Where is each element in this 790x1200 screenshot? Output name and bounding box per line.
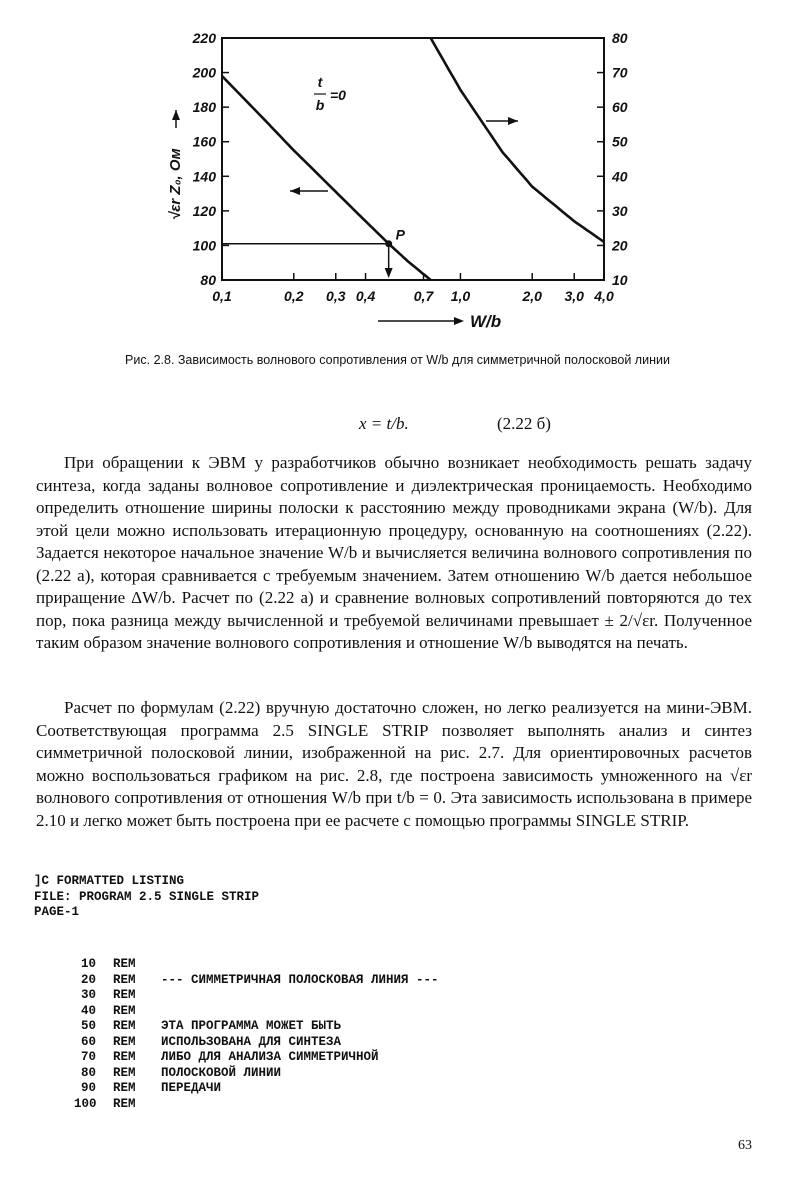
program-listing — [34, 874, 439, 1111]
curve-label-denominator: b — [315, 97, 325, 113]
rem-keyword: REM — [113, 1081, 136, 1095]
left-tick-label: 100 — [192, 237, 216, 254]
x-tick-label: 0,7 — [413, 288, 434, 304]
paragraph-synthesis: При обращении к ЭВМ у разработчиков обычно возникает необходимость решать задачу синтеза, когда заданы волновое сопротивление и диэлектрическая проницаемость. Необходимо определить отношение ширины полоски к расстоянию между проводниками экрана (W/b). Для этой цели можно использовать итерационную процедуру, основанную на соотношениях (2.22). Задается некоторое начальное значение W/b и вычисляется величина волнового сопротивления по (2.22 а), которая сравнивается с требуемым значением. Затем отношению W/b дается небольшое приращение ΔW/b. Расчет по (2.22 а) и сравнение волновых сопротивлений повторяются до тех пор, пока разница между вычисленной и требуемой величинами превышает ± 2/√εr. Полученное таким образом значение волнового сопротивления и отношение W/b выводятся на печать. — [36, 453, 752, 652]
x-axis-label: W/b — [470, 312, 502, 331]
listing-header-line: PAGE-1 — [34, 905, 80, 919]
listing-row — [74, 1066, 439, 1082]
rem-text: ЭТА ПРОГРАММА МОЖЕТ БЫТЬ — [161, 1019, 342, 1033]
listing-row — [74, 1097, 439, 1113]
right-arrow-head — [508, 117, 518, 125]
listing-code — [74, 957, 439, 1112]
right-tick-label: 70 — [612, 64, 628, 81]
right-tick-label: 40 — [612, 168, 628, 185]
left-tick-label: 220 — [192, 30, 216, 46]
line-number: 40 — [80, 1003, 96, 1018]
right-tick-label: 60 — [612, 99, 628, 116]
listing-header-line: FILE: PROGRAM 2.5 SINGLE STRIP — [34, 889, 260, 904]
listing-row — [74, 1050, 439, 1066]
rem-keyword: REM — [113, 1019, 136, 1033]
listing-row — [74, 1019, 439, 1035]
right-tick-label: 80 — [612, 30, 628, 46]
listing-row — [74, 1004, 439, 1020]
impedance-curve — [222, 76, 431, 280]
point-label: P — [395, 226, 406, 243]
figure-caption: Рис. 2.8. Зависимость волнового сопротивления от W/b для симметричной полосковой линии — [125, 353, 670, 367]
left-tick-label: 200 — [192, 64, 216, 81]
rem-keyword: REM — [113, 1096, 136, 1111]
rem-text: ИСПОЛЬЗОВАНА ДЛЯ СИНТЕЗА — [161, 1034, 342, 1049]
rem-keyword: REM — [113, 1050, 136, 1064]
curve-label-value: =0 — [330, 87, 346, 103]
line-number: 70 — [80, 1050, 96, 1064]
y-axis-label: √εr Z₀, Ом — [167, 148, 184, 220]
line-number: 90 — [80, 1081, 96, 1095]
listing-row — [74, 973, 439, 989]
rem-text: ПЕРЕДАЧИ — [161, 1081, 222, 1095]
x-tick-label: 0,2 — [284, 288, 304, 304]
left-arrow-head — [290, 187, 300, 195]
curve-label — [314, 74, 346, 113]
rem-keyword: REM — [113, 988, 136, 1002]
curve-label-numerator: t — [317, 74, 323, 90]
listing-row — [74, 988, 439, 1004]
formula-expression: x = t/b. — [359, 414, 409, 433]
impedance-chart — [150, 25, 630, 335]
rem-keyword: REM — [113, 1003, 136, 1018]
rem-text: ПОЛОСКОВОЙ ЛИНИИ — [161, 1065, 282, 1080]
x-axis-arrow-head — [454, 317, 464, 325]
x-tick-label: 3,0 — [564, 288, 584, 304]
formula-number: (2.22 б) — [497, 414, 551, 433]
left-axis-ticks — [192, 30, 229, 288]
line-number: 80 — [80, 1065, 96, 1080]
x-tick-label: 0,4 — [355, 288, 376, 304]
rem-keyword: REM — [113, 1034, 136, 1049]
listing-row — [74, 1035, 439, 1051]
rem-keyword: REM — [113, 972, 136, 987]
x-tick-label: 0,3 — [326, 288, 346, 304]
left-tick-label: 120 — [192, 202, 216, 219]
x-tick-label: 0,1 — [212, 288, 232, 304]
rem-keyword: REM — [113, 1065, 136, 1080]
rem-keyword: REM — [113, 957, 136, 971]
rem-text: --- СИММЕТРИЧНАЯ ПОЛОСКОВАЯ ЛИНИЯ --- — [161, 972, 439, 987]
listing-header-line: ]C FORMATTED LISTING — [34, 874, 185, 888]
x-axis-ticks — [212, 273, 614, 304]
line-number: 100 — [74, 1096, 97, 1111]
left-tick-label: 140 — [192, 168, 216, 185]
left-tick-label: 160 — [192, 133, 216, 150]
right-tick-label: 50 — [612, 133, 628, 150]
line-number: 10 — [80, 957, 96, 971]
paragraph-program: Расчет по формулам (2.22) вручную достаточно сложен, но легко реализуется на мини-ЭВМ. Соответствующая программа 2.5 SINGLE STRIP позволяет выполнять анализ и синтез симметричной полосковой линии, изображенной на рис. 2.7. Для ориентировочных расчетов можно воспользоваться графиком на рис. 2.8, где построена зависимость умноженного на √εr волнового сопротивления от отношения W/b при t/b = 0. Эта зависимость использована в примере 2.10 и легко может быть построена при ее расчете с помощью программы SINGLE STRIP. — [36, 698, 752, 830]
x-tick-label: 2,0 — [522, 288, 542, 304]
right-tick-label: 30 — [612, 202, 628, 219]
impedance-curve — [431, 38, 604, 242]
rem-text: ЛИБО ДЛЯ АНАЛИЗА СИММЕТРИЧНОЙ — [161, 1050, 379, 1064]
right-axis-ticks — [597, 30, 628, 288]
y-axis-arrow-head — [172, 110, 180, 120]
x-tick-label: 1,0 — [450, 288, 471, 304]
listing-row — [74, 957, 439, 973]
line-number: 20 — [80, 972, 96, 987]
right-tick-label: 20 — [612, 237, 628, 254]
left-tick-label: 180 — [192, 99, 216, 116]
left-tick-label: 80 — [200, 272, 216, 288]
line-number: 50 — [80, 1019, 96, 1033]
point-marker — [385, 240, 392, 247]
line-number: 60 — [80, 1034, 96, 1049]
line-number: 30 — [80, 988, 96, 1002]
page-number: 63 — [738, 1138, 752, 1153]
x-tick-label: 4,0 — [594, 288, 614, 304]
point-down-arrow — [385, 268, 393, 278]
right-tick-label: 10 — [612, 272, 628, 288]
listing-row — [74, 1081, 439, 1097]
